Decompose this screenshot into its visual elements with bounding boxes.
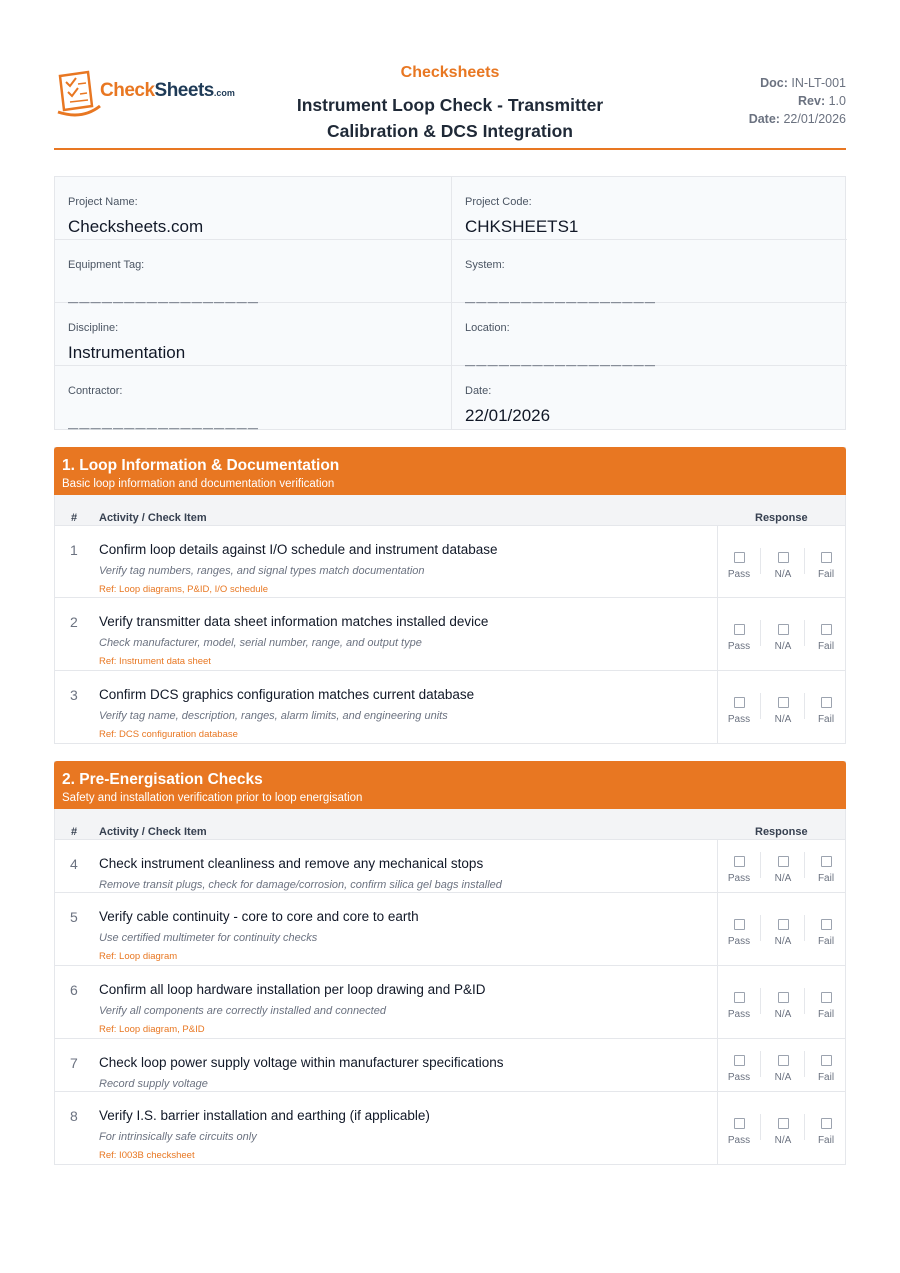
item-reference: Ref: Instrument data sheet [99, 656, 211, 667]
checklist-section [54, 761, 846, 1165]
discipline-field[interactable] [55, 303, 451, 366]
item-guidance: Use certified multimeter for continuity checks [99, 932, 318, 944]
item-guidance: Record supply voltage [99, 1078, 208, 1090]
na-option[interactable] [763, 919, 803, 947]
title-line-2: Calibration & DCS Integration [327, 121, 573, 141]
pass-option[interactable] [719, 552, 759, 580]
fail-option[interactable] [806, 697, 846, 725]
item-guidance: Verify tag numbers, ranges, and signal types match documentation [99, 565, 425, 577]
pass-label: Pass [727, 936, 751, 947]
doc-date [749, 110, 846, 128]
item-guidance: Remove transit plugs, check for damage/corrosion, confirm silica gel bags installed [99, 879, 502, 891]
response-divider [760, 1051, 761, 1077]
fail-label: Fail [817, 1135, 835, 1146]
na-checkbox[interactable] [778, 697, 789, 708]
na-checkbox[interactable] [778, 552, 789, 563]
fail-option[interactable] [806, 856, 846, 884]
checklist-section [54, 447, 846, 744]
na-option[interactable] [763, 1118, 803, 1146]
column-header-row [55, 809, 845, 839]
item-reference: Ref: Loop diagrams, P&ID, I/O schedule [99, 584, 268, 595]
item-activity: Verify I.S. barrier installation and earthing (if applicable) [99, 1108, 430, 1123]
na-checkbox[interactable] [778, 1055, 789, 1066]
field-blank: _________________ [68, 284, 259, 304]
field-blank: _________________ [68, 410, 259, 430]
fail-checkbox[interactable] [821, 552, 832, 563]
response-divider [804, 1051, 805, 1077]
response-divider [804, 1114, 805, 1140]
fail-label: Fail [817, 714, 835, 725]
fail-label: Fail [817, 1072, 835, 1083]
item-number: 2 [70, 614, 78, 630]
fail-label: Fail [817, 641, 835, 652]
response-divider [760, 852, 761, 878]
na-option[interactable] [763, 552, 803, 580]
response-divider [804, 548, 805, 574]
column-header-response: Response [755, 826, 808, 838]
item-activity: Confirm DCS graphics configuration matches current database [99, 687, 475, 702]
checksheet-page [54, 0, 846, 1161]
item-activity: Confirm all loop hardware installation per loop drawing and P&ID [99, 982, 486, 997]
checklist-row [55, 597, 845, 670]
section-header [54, 761, 846, 809]
project-info-grid [54, 176, 846, 430]
pass-option[interactable] [719, 856, 759, 884]
field-blank: _________________ [465, 347, 656, 367]
fail-label: Fail [817, 569, 835, 580]
field-value: Checksheets.com [68, 217, 204, 236]
logo-part-sheets: Sheets [154, 80, 214, 101]
field-label: Equipment Tag: [68, 259, 145, 271]
item-activity: Check loop power supply voltage within manufacturer specifications [99, 1055, 504, 1070]
checklist-row [55, 892, 845, 965]
contractor-field[interactable] [55, 366, 451, 429]
document-header [54, 0, 846, 150]
response-cell [717, 966, 848, 1038]
fail-checkbox[interactable] [821, 992, 832, 1003]
na-checkbox[interactable] [778, 1118, 789, 1129]
item-number: 6 [70, 982, 78, 998]
item-number: 5 [70, 909, 78, 925]
rev-label: Rev: [798, 94, 826, 108]
field-label: Project Name: [68, 196, 138, 208]
response-divider [760, 915, 761, 941]
fail-option[interactable] [806, 919, 846, 947]
item-number: 1 [70, 542, 78, 558]
checklist-row [55, 525, 845, 597]
na-label: N/A [774, 1072, 792, 1083]
pass-label: Pass [727, 569, 751, 580]
logo-wordmark [100, 80, 235, 102]
pass-label: Pass [727, 1135, 751, 1146]
response-divider [804, 988, 805, 1014]
response-cell [717, 1039, 848, 1091]
pass-label: Pass [727, 641, 751, 652]
response-divider [760, 1114, 761, 1140]
section-header [54, 447, 846, 495]
pass-option[interactable] [719, 919, 759, 947]
field-value: Instrumentation [68, 343, 186, 362]
document-meta [749, 74, 846, 128]
fail-checkbox[interactable] [821, 697, 832, 708]
response-divider [760, 548, 761, 574]
date-value: 22/01/2026 [783, 112, 846, 126]
item-activity: Check instrument cleanliness and remove any mechanical stops [99, 856, 484, 871]
item-reference: Ref: I003B checksheet [99, 1150, 195, 1161]
item-guidance: Check manufacturer, model, serial number, range, and output type [99, 637, 422, 649]
na-option[interactable] [763, 624, 803, 652]
fail-checkbox[interactable] [821, 856, 832, 867]
pass-checkbox[interactable] [734, 552, 745, 563]
na-checkbox[interactable] [778, 992, 789, 1003]
fail-option[interactable] [806, 624, 846, 652]
pass-checkbox[interactable] [734, 1118, 745, 1129]
na-label: N/A [774, 1135, 792, 1146]
doc-number [749, 74, 846, 92]
response-cell [717, 1092, 848, 1164]
column-header-number: # [71, 512, 78, 524]
section-title: 2. Pre-Energisation Checks [62, 771, 263, 788]
field-label: Discipline: [68, 322, 119, 334]
na-checkbox[interactable] [778, 624, 789, 635]
field-label: Contractor: [68, 385, 123, 397]
document-title [250, 92, 650, 144]
revision [749, 92, 846, 110]
na-label: N/A [774, 873, 792, 884]
response-divider [804, 693, 805, 719]
pass-option[interactable] [719, 1118, 759, 1146]
pass-option[interactable] [719, 1055, 759, 1083]
doc-value: IN-LT-001 [791, 76, 846, 90]
doc-label: Doc: [760, 76, 788, 90]
checklist-row [55, 1091, 845, 1164]
response-divider [760, 693, 761, 719]
item-activity: Verify cable continuity - core to core and core to earth [99, 909, 419, 924]
na-option[interactable] [763, 992, 803, 1020]
item-reference: Ref: Loop diagram, P&ID [99, 1024, 205, 1035]
brand-name: Checksheets [400, 64, 500, 81]
fail-checkbox[interactable] [821, 1118, 832, 1129]
pass-option[interactable] [719, 624, 759, 652]
response-cell [717, 598, 848, 670]
fail-label: Fail [817, 873, 835, 884]
response-divider [760, 620, 761, 646]
column-header-activity: Activity / Check Item [99, 826, 207, 838]
pass-checkbox[interactable] [734, 1055, 745, 1066]
fail-option[interactable] [806, 1118, 846, 1146]
date-field[interactable] [451, 366, 847, 429]
response-divider [804, 852, 805, 878]
item-activity: Verify transmitter data sheet information matches installed device [99, 614, 489, 629]
na-label: N/A [774, 1009, 792, 1020]
response-cell [717, 840, 848, 892]
na-label: N/A [774, 569, 792, 580]
pass-checkbox[interactable] [734, 624, 745, 635]
na-option[interactable] [763, 697, 803, 725]
item-activity: Confirm loop details against I/O schedule and instrument database [99, 542, 498, 557]
column-header-response: Response [755, 512, 808, 524]
rev-value: 1.0 [828, 94, 846, 108]
pass-checkbox[interactable] [734, 992, 745, 1003]
project-code-field[interactable] [451, 177, 847, 240]
fail-label: Fail [817, 1009, 835, 1020]
response-divider [760, 988, 761, 1014]
item-number: 7 [70, 1055, 78, 1071]
pass-label: Pass [727, 873, 751, 884]
section-subtitle: Basic loop information and documentation verification [62, 478, 335, 490]
item-number: 4 [70, 856, 78, 872]
column-header-activity: Activity / Check Item [99, 512, 207, 524]
na-checkbox[interactable] [778, 856, 789, 867]
response-cell [717, 893, 848, 965]
field-value: 22/01/2026 [465, 406, 551, 425]
field-label: Date: [465, 385, 492, 397]
column-header-row [55, 495, 845, 525]
item-guidance: Verify tag name, description, ranges, alarm limits, and engineering units [99, 710, 448, 722]
response-divider [804, 915, 805, 941]
fail-option[interactable] [806, 552, 846, 580]
item-number: 3 [70, 687, 78, 703]
fail-checkbox[interactable] [821, 919, 832, 930]
field-label: Location: [465, 322, 510, 334]
pass-option[interactable] [719, 697, 759, 725]
fail-label: Fail [817, 936, 835, 947]
pass-label: Pass [727, 714, 751, 725]
location-field[interactable] [451, 303, 847, 366]
project-name-field[interactable] [55, 177, 451, 240]
fail-checkbox[interactable] [821, 624, 832, 635]
logo-suffix: .com [213, 88, 235, 98]
pass-checkbox[interactable] [734, 856, 745, 867]
na-option[interactable] [763, 1055, 803, 1083]
pass-option[interactable] [719, 992, 759, 1020]
fail-checkbox[interactable] [821, 1055, 832, 1066]
na-option[interactable] [763, 856, 803, 884]
column-header-number: # [71, 826, 78, 838]
system-field[interactable] [451, 240, 847, 303]
date-label: Date: [748, 112, 780, 126]
na-label: N/A [774, 641, 792, 652]
na-label: N/A [774, 936, 792, 947]
na-label: N/A [774, 714, 792, 725]
pass-label: Pass [727, 1009, 751, 1020]
field-value: CHKSHEETS1 [465, 217, 579, 236]
item-number: 8 [70, 1108, 78, 1124]
response-cell [717, 526, 848, 597]
equipment-tag-field[interactable] [55, 240, 451, 303]
checklist-row [55, 965, 845, 1038]
item-guidance: For intrinsically safe circuits only [99, 1131, 257, 1143]
fail-option[interactable] [806, 992, 846, 1020]
field-label: System: [465, 259, 505, 271]
item-reference: Ref: Loop diagram [99, 951, 178, 962]
logo-part-check: Check [100, 80, 155, 101]
response-divider [804, 620, 805, 646]
pass-checkbox[interactable] [734, 697, 745, 708]
item-guidance: Verify all components are correctly installed and connected [99, 1005, 386, 1017]
checklist-row [55, 670, 845, 743]
checklist-row [55, 839, 845, 892]
title-line-1: Instrument Loop Check - Transmitter [296, 95, 604, 115]
section-title: 1. Loop Information & Documentation [62, 457, 340, 474]
pass-checkbox[interactable] [734, 919, 745, 930]
checklist-row [55, 1038, 845, 1091]
fail-option[interactable] [806, 1055, 846, 1083]
field-blank: _________________ [465, 284, 656, 304]
response-cell [717, 671, 848, 743]
item-reference: Ref: DCS configuration database [99, 729, 238, 740]
section-subtitle: Safety and installation verification prior to loop energisation [62, 792, 363, 804]
na-checkbox[interactable] [778, 919, 789, 930]
pass-label: Pass [727, 1072, 751, 1083]
field-label: Project Code: [465, 196, 532, 208]
